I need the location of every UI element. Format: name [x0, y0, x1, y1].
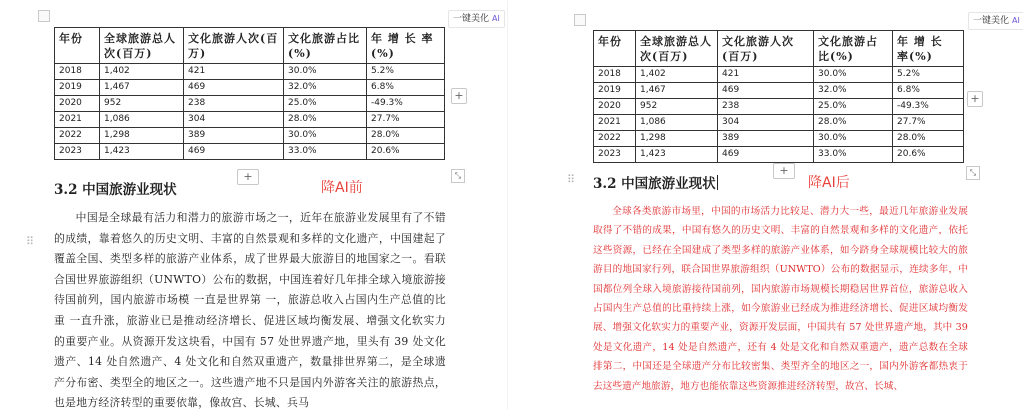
cell: 389 [184, 128, 284, 144]
cell: 2018 [594, 67, 636, 83]
table-row [594, 131, 964, 147]
section-heading [593, 172, 718, 192]
header-total: 全球旅游总人次(百万) [636, 31, 718, 67]
cell: 27.7% [367, 112, 445, 128]
drag-handle-icon[interactable]: ⠿ [567, 173, 575, 186]
body-paragraph: 全球各类旅游市场里，中国的市场活力比较足、潜力大一些，最近几年旅游业发展取得了不错的成果，中国有悠久的历史文明、丰富的自然景观和多样的文化遗产，依托这些资源，已经在全国建成了类型多样的旅游产业体系，如今跻身全球规模比较大的旅游目的地国家行列，联合国世界旅游组织（UNWTO）公布的数据显示，连续多年，中国都位列全球入境旅游接待国前列，国内旅游市场规模长期稳居世界首位，旅游总收入占国内生产总值的比重持续上涨，如今旅游业已经成为推进经济增长、促进区域均衡发展、增强文化软实力的重要产业，资源开发层面，中国共有 57 处世界遗产地，其中 39 处是文化遗产，14 处是自然遗产，还有 4 处是文化和自然双重遗产，遗产总数在全球排第二，中国还是全球遗产分布比较密集、类型齐全的地区之一，国内外游客都热衷于去这些遗产地旅游，地方也能依靠这些资源推进经济转型，故宫、长城、 [593, 206, 968, 392]
cell: 304 [718, 115, 814, 131]
cell: 2023 [594, 147, 636, 163]
cell: 1,298 [636, 131, 718, 147]
cell: 952 [636, 99, 718, 115]
header-growth: 年 增 长 率(%) [367, 28, 445, 64]
text-cursor [717, 175, 718, 190]
table-header-row [594, 31, 964, 67]
cell: 25.0% [814, 99, 893, 115]
cell: 30.0% [814, 67, 893, 83]
cell: 1,467 [100, 80, 184, 96]
cell: 952 [100, 96, 184, 112]
cell: 27.7% [893, 115, 964, 131]
cell: 421 [718, 67, 814, 83]
cell: 469 [718, 147, 814, 163]
body-paragraph: 中国是全球最有活力和潜力的旅游市场之一，近年在旅游业发展里有了不错的成绩，靠着悠久的历史文明、丰富的自然景观和多样的文化遗产，中国建起了覆盖全国、类型多样的旅游产业体系，成了世界最大旅游目的地国家之一。看联合国世界旅游组织（UNWTO）公布的数据，中国连着好几年排全球入境旅游接待国前列，国内旅游市场模 一直是世界第 一，旅游总收入占国内生产总值的比重 一直升涨，旅游业已是推动经济增长、促进区域均衡发展、增强文化软实力的重要产业。从资源开发这块看，中国有 57 处世界遗产地，里头有 39 处文化遗产、14 处自然遗产、4 处文化和自然双重遗产，数量排世界第二，是全球遗产分布密、类型全的地区之一。这些遗产地不只是国内外游客关注的旅游热点，也是地方经济转型的重要依靠，像故宫、长城、兵马 [54, 211, 446, 410]
cell: 5.2% [367, 64, 445, 80]
table-row [594, 83, 964, 99]
cell: 389 [718, 131, 814, 147]
section-heading-text: 3.2 中国旅游业现状 [593, 176, 716, 192]
cell: 1,298 [100, 128, 184, 144]
tourism-table [593, 30, 964, 163]
ai-beautify-label: 一键美化 [973, 16, 1010, 26]
table-row [594, 147, 964, 163]
cell: -49.3% [367, 96, 445, 112]
header-year: 年份 [55, 28, 100, 64]
add-column-button[interactable]: + [967, 91, 983, 107]
document-after [510, 0, 1023, 410]
table-row [55, 144, 445, 160]
cell: 28.0% [814, 115, 893, 131]
tourism-table [54, 27, 445, 160]
header-share: 文化旅游占比(%) [814, 31, 893, 67]
cell: 30.0% [284, 64, 367, 80]
table-handle-icon[interactable] [574, 14, 586, 26]
ai-beautify-button[interactable] [968, 12, 1023, 30]
table-header-row [55, 28, 445, 64]
cell: 2020 [594, 99, 636, 115]
header-year: 年份 [594, 31, 636, 67]
cell: 469 [184, 144, 284, 160]
cell: 30.0% [284, 128, 367, 144]
document-before [0, 0, 505, 410]
header-total: 全球旅游总人次(百万) [100, 28, 184, 64]
cell: 5.2% [893, 67, 964, 83]
cell: 304 [184, 112, 284, 128]
cell: -49.3% [893, 99, 964, 115]
cell: 1,467 [636, 83, 718, 99]
before-label: 降AI前 [321, 180, 363, 196]
ai-beautify-label: 一键美化 [453, 14, 490, 24]
header-growth: 年 增 长 率(%) [893, 31, 964, 67]
cell: 2019 [594, 83, 636, 99]
cell: 2023 [55, 144, 100, 160]
cell: 30.0% [814, 131, 893, 147]
cell: 33.0% [814, 147, 893, 163]
table-row [594, 99, 964, 115]
cell: 28.0% [893, 131, 964, 147]
cell: 469 [184, 80, 284, 96]
cell: 6.8% [893, 83, 964, 99]
header-share: 文化旅游占比(%) [284, 28, 367, 64]
cell: 2021 [594, 115, 636, 131]
divider [507, 0, 508, 410]
cell: 1,086 [636, 115, 718, 131]
ai-beautify-button[interactable] [448, 10, 505, 28]
resize-table-icon[interactable]: ⤡ [451, 169, 465, 183]
table-row [594, 67, 964, 83]
cell: 2022 [55, 128, 100, 144]
drag-handle-icon[interactable]: ⠿ [26, 235, 34, 248]
cell: 238 [718, 99, 814, 115]
table-row [594, 115, 964, 131]
add-row-button[interactable]: + [237, 169, 259, 185]
cell: 28.0% [367, 128, 445, 144]
table-row [55, 96, 445, 112]
cell: 1,423 [100, 144, 184, 160]
header-cultural: 文化旅游人次(百万) [718, 31, 814, 67]
table-row [55, 128, 445, 144]
header-cultural: 文化旅游人次(百万) [184, 28, 284, 64]
cell: 32.0% [284, 80, 367, 96]
section-heading: 3.2 中国旅游业现状 [54, 182, 177, 198]
cell: 1,423 [636, 147, 718, 163]
cell: 1,402 [100, 64, 184, 80]
cell: 2022 [594, 131, 636, 147]
cell: 1,086 [100, 112, 184, 128]
cell: 6.8% [367, 80, 445, 96]
cell: 2020 [55, 96, 100, 112]
ai-badge: AI [1012, 16, 1020, 25]
cell: 20.6% [367, 144, 445, 160]
cell: 20.6% [893, 147, 964, 163]
table-row [55, 80, 445, 96]
add-column-button[interactable]: + [451, 88, 467, 104]
cell: 25.0% [284, 96, 367, 112]
resize-table-icon[interactable]: ⤡ [966, 166, 980, 180]
cell: 421 [184, 64, 284, 80]
table-row [55, 112, 445, 128]
add-row-button[interactable]: + [773, 163, 795, 179]
after-label: 降AI后 [808, 175, 850, 191]
cell: 469 [718, 83, 814, 99]
cell: 2019 [55, 80, 100, 96]
cell: 33.0% [284, 144, 367, 160]
cell: 28.0% [284, 112, 367, 128]
ai-badge: AI [492, 14, 500, 23]
cell: 2018 [55, 64, 100, 80]
table-row [55, 64, 445, 80]
cell: 32.0% [814, 83, 893, 99]
cell: 1,402 [636, 67, 718, 83]
table-handle-icon[interactable] [38, 10, 50, 22]
cell: 2021 [55, 112, 100, 128]
cell: 238 [184, 96, 284, 112]
